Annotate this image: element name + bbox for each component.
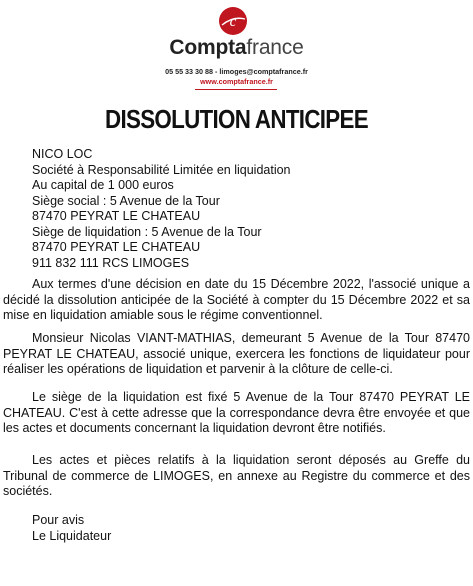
signature-pour-avis: Pour avis <box>32 513 85 527</box>
notice-title: DISSOLUTION ANTICIPEE <box>104 104 368 134</box>
company-legal-form: Société à Responsabilité Limitée en liquidation <box>32 162 291 177</box>
website-link[interactable]: www.comptafrance.fr <box>200 77 273 86</box>
company-rcs-number: 911 832 111 RCS LIMOGES <box>32 255 190 270</box>
svg-text:c: c <box>229 14 237 30</box>
contact-line: 05 55 33 30 88 - limoges@comptafrance.fr <box>165 67 308 76</box>
signature-block <box>32 513 111 544</box>
brand-name <box>0 36 473 60</box>
paragraph-liquidation-seat: Le siège de la liquidation est fixé 5 Avenue de la Tour 87470 PEYRAT LE CHATEAU. C'est à cette adresse que la correspondance devra être envoyée et que les actes et documents concernant la liquidation devront être notifiés. <box>3 390 470 436</box>
company-name: NICO LOC <box>32 147 93 161</box>
paragraph-liquidator: Monsieur Nicolas VIANT-MATHIAS, demeurant 5 Avenue de la Tour 87470 PEYRAT LE CHATEAU, associé unique, exercera les fonctions de liquidateur pour réaliser les opérations de liquidation et parvenir à la clôture de celle-ci. <box>3 331 470 377</box>
signature-liquidator: Le Liquidateur <box>32 528 112 543</box>
paragraph-filing: Les actes et pièces relatifs à la liquidation seront déposés au Greffe du Tribunal de commerce de LIMOGES, en annexe au Registre du commerce et des sociétés. <box>3 453 470 499</box>
company-capital: Au capital de 1 000 euros <box>32 178 174 192</box>
header-divider <box>195 89 277 90</box>
comptafrance-logo-icon <box>218 6 248 36</box>
company-liquidation-office: Siège de liquidation : 5 Avenue de la Tour <box>32 224 262 239</box>
company-liquidation-office-city: 87470 PEYRAT LE CHATEAU <box>32 240 201 254</box>
brand-name-light: france <box>246 36 304 59</box>
paragraph-decision: Aux termes d'une décision en date du 15 Décembre 2022, l'associé unique a décidé la dissolution anticipée de la Société à compter du 15 Décembre 2022 et sa mise en liquidation amiable sous le régime conventionnel. <box>3 277 470 323</box>
header <box>0 0 473 96</box>
company-registered-office: Siège social : 5 Avenue de la Tour <box>32 193 220 208</box>
brand-name-bold: Compta <box>169 36 247 59</box>
company-registered-office-city: 87470 PEYRAT LE CHATEAU <box>32 209 201 223</box>
company-block <box>32 147 291 271</box>
